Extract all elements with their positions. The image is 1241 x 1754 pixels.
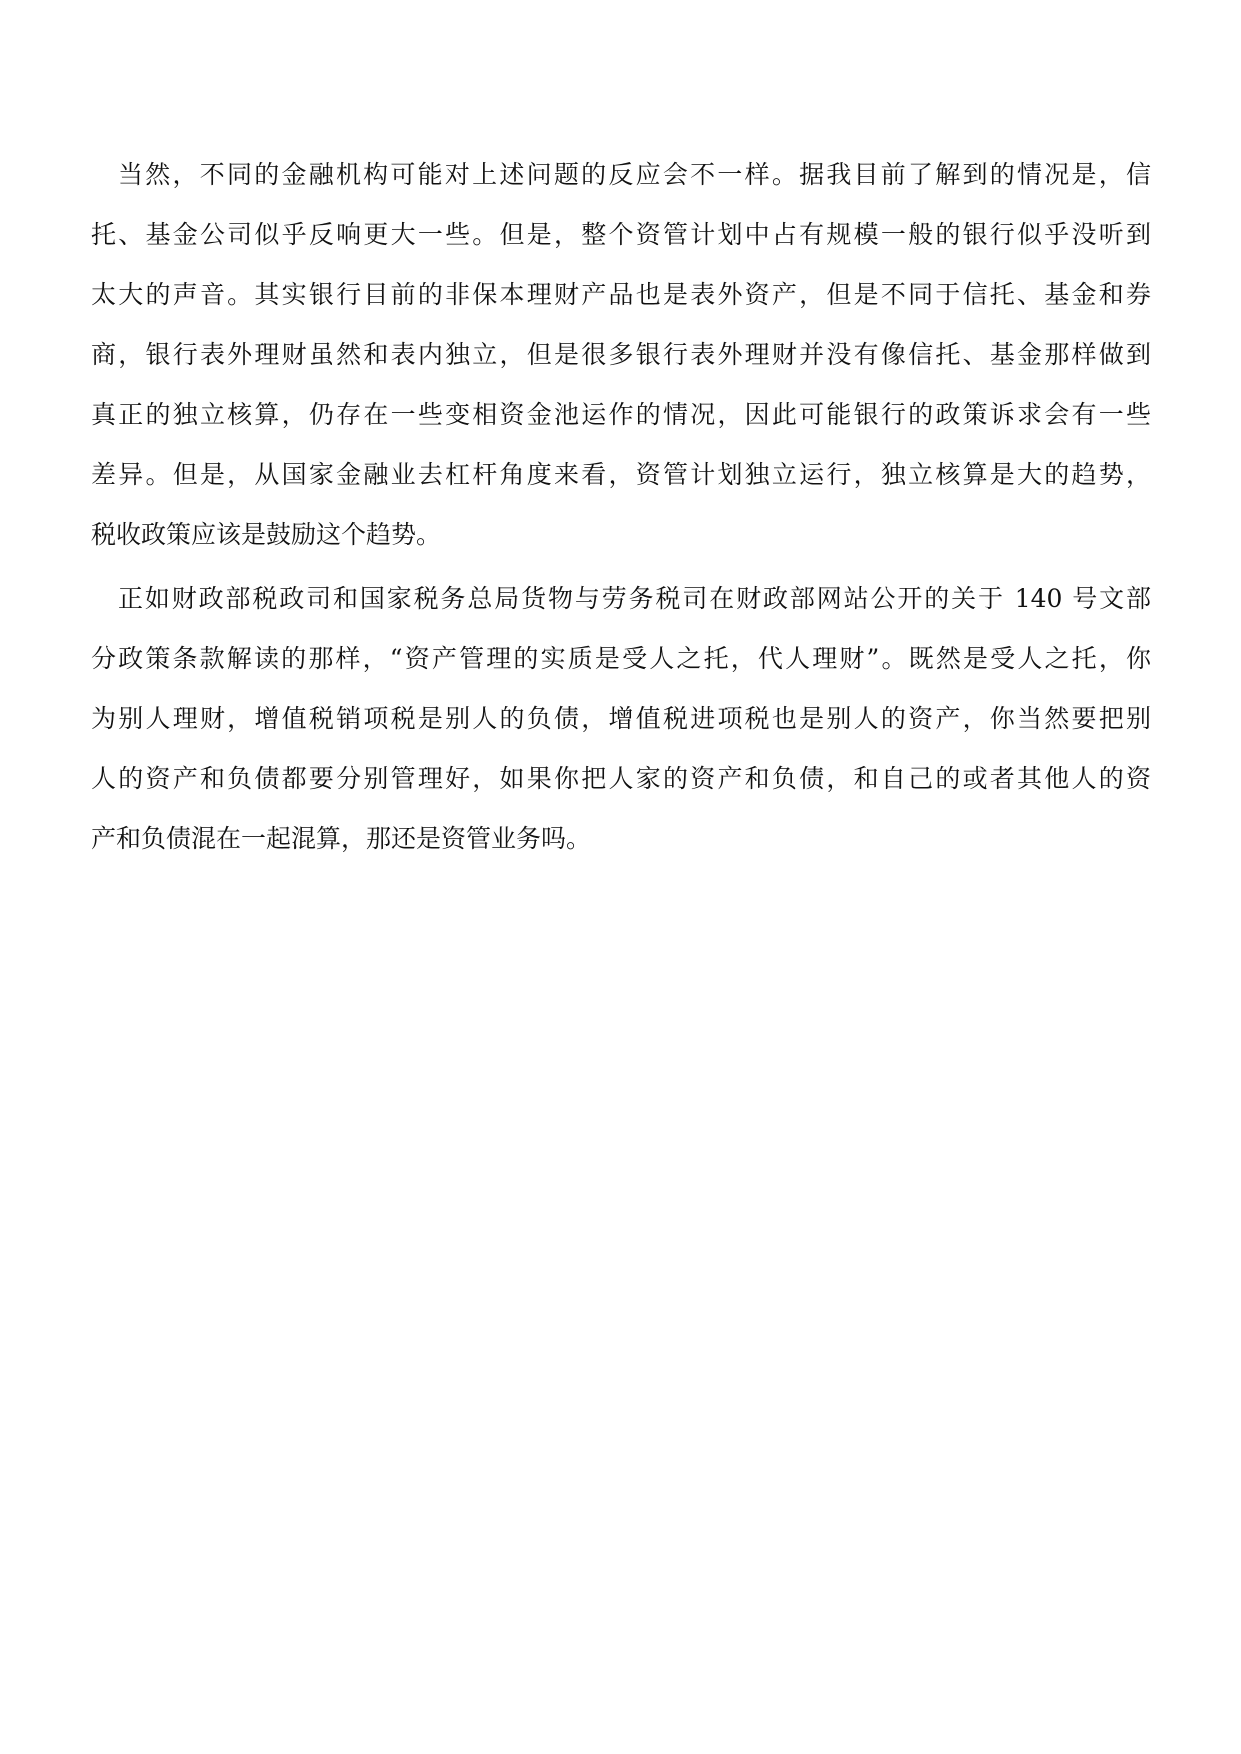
document-body: [91, 158, 1151, 882]
paragraph-line: 人的资产和负债都要分别管理好，如果你把人家的资产和负债，和自己的或者其他人的资: [91, 764, 1151, 793]
paragraph-line: 太大的声音。其实银行目前的非保本理财产品也是表外资产，但是不同于信托、基金和券: [91, 280, 1151, 309]
paragraph-line: 真正的独立核算，仍存在一些变相资金池运作的情况，因此可能银行的政策诉求会有一些: [91, 400, 1151, 429]
paragraph-line: 当然，不同的金融机构可能对上述问题的反应会不一样。据我目前了解到的情况是，信: [118, 160, 1151, 189]
paragraph-line: 税收政策应该是鼓励这个趋势。: [91, 520, 442, 549]
paragraph-line: 差异。但是，从国家金融业去杠杆角度来看，资管计划独立运行，独立核算是大的趋势，: [91, 460, 1151, 489]
paragraph-line: 托、基金公司似乎反响更大一些。但是，整个资管计划中占有规模一般的银行似乎没听到: [91, 220, 1151, 249]
paragraph-line: 产和负债混在一起混算，那还是资管业务吗。: [91, 824, 592, 853]
paragraph-line: 为别人理财，增值税销项税是别人的负债，增值税进项税也是别人的资产，你当然要把别: [91, 704, 1151, 733]
paragraph-line: 正如财政部税政司和国家税务总局货物与劳务税司在财政部网站公开的关于 140 号文部: [118, 584, 1151, 613]
paragraph-line: 商，银行表外理财虽然和表内独立，但是很多银行表外理财并没有像信托、基金那样做到: [91, 340, 1151, 369]
paragraph-line: 分政策条款解读的那样，“资产管理的实质是受人之托，代人理财”。既然是受人之托，你: [91, 644, 1151, 673]
paragraph-2: [91, 582, 1151, 882]
paragraph-1: [91, 158, 1151, 578]
